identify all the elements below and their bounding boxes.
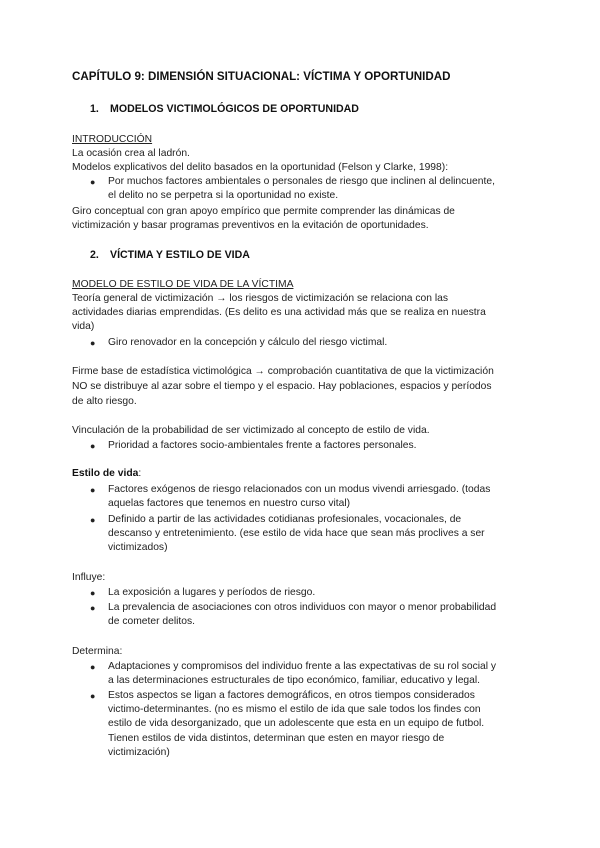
section-1-number: 1. [90, 103, 99, 115]
determina-label: Determina: [72, 646, 123, 657]
paragraph-line: Firme base de estadística victimológica → comprobación cuantitativa de que la victimización [72, 366, 494, 377]
bullet-text: Tienen estilos de vida distintos, determinan que esten en mayor riesgo de [108, 733, 445, 744]
bullet-icon: ● [90, 662, 96, 672]
influye-label: Influye: [72, 572, 106, 583]
paragraph-line: Giro conceptual con gran apoyo empírico que permite comprender las dinámicas de [72, 206, 455, 217]
section-2-title: VÍCTIMA Y ESTILO DE VIDA [110, 249, 250, 261]
section-1-subheading: INTRODUCCIÓN [72, 134, 153, 145]
paragraph-line: La ocasión crea al ladrón. [72, 148, 190, 159]
bullet-icon: ● [90, 177, 96, 187]
section-2-subheading: MODELO DE ESTILO DE VIDA DE LA VÍCTIMA [72, 279, 294, 290]
section-2-heading [90, 248, 250, 262]
paragraph-line: actividades diarias emprendidas. (Es delito es una actividad más que se realiza en nuestra [72, 307, 486, 318]
paragraph-line: Teoría general de victimización → los riesgos de victimización se relaciona con las [72, 293, 449, 304]
bullet-text: descanso y entretenimiento. (ese estilo de vida hace que sean más proclives a ser [108, 528, 485, 539]
paragraph-line: Vinculación de la probabilidad de ser victimizado al concepto de estilo de vida. [72, 425, 430, 436]
bullet-icon: ● [90, 588, 96, 598]
bullet-text: Adaptaciones y compromisos del individuo frente a las expectativas de su rol social y [108, 661, 497, 672]
bullet-text: Por muchos factores ambientales o personales de riesgo que inclinen al delincuente, [108, 176, 495, 187]
bullet-text: Prioridad a factores socio-ambientales frente a factores personales. [108, 440, 417, 451]
bullet-text: Definido a partir de las actividades cotidianas profesionales, vocacionales, de [108, 514, 462, 525]
bullet-text: a las determinaciones estructurales de tipo económico, familiar, educativo y legal. [108, 675, 481, 686]
bullet-text: de cometer delitos. [108, 616, 195, 627]
bullet-text: Giro renovador en la concepción y cálculo del riesgo victimal. [108, 337, 388, 348]
bullet-icon: ● [90, 338, 96, 348]
bullet-icon: ● [90, 515, 96, 525]
paragraph-line: victimización y basar programas preventivos en la evitación de oportunidades. [72, 220, 429, 231]
bullet-text: Estos aspectos se ligan a factores demográficos, en otros tiempos considerados [108, 690, 475, 701]
paragraph-line: NO se distribuye al azar sobre el tiempo y el espacio. Hay poblaciones, espacios y períodos [72, 381, 492, 392]
bullet-text: Factores exógenos de riesgo relacionados con un modus vivendi arriesgado. (todas [108, 484, 491, 495]
estilo-colon: : [138, 468, 142, 479]
paragraph-line: de alto riesgo. [72, 396, 137, 407]
section-1-title: MODELOS VICTIMOLÓGICOS DE OPORTUNIDAD [110, 103, 359, 115]
bullet-icon: ● [90, 441, 96, 451]
bullet-icon: ● [90, 485, 96, 495]
paragraph-line: vida) [72, 321, 95, 332]
chapter-title: CAPÍTULO 9: DIMENSIÓN SITUACIONAL: VÍCTIMA Y OPORTUNIDAD [72, 70, 451, 83]
bullet-icon: ● [90, 603, 96, 613]
section-1-heading [90, 102, 359, 116]
bullet-text: aquelas factores que tenemos en nuestro curso vital) [108, 498, 351, 509]
bullet-text: el delito no se perpetra si la oportunidad no existe. [108, 190, 339, 201]
estilo-label: Estilo de vida [72, 468, 139, 479]
estilo-heading [72, 467, 141, 481]
section-2-number: 2. [90, 249, 99, 261]
bullet-text: victimización) [108, 747, 170, 758]
bullet-text: victimo-determinantes. (no es mismo el estilo de ida que sale todos los findes con [108, 704, 481, 715]
bullet-text: La exposición a lugares y períodos de riesgo. [108, 587, 316, 598]
bullet-text: estilo de vida desorganizado, que un adolescente que esta en un equipo de futbol. [108, 718, 485, 729]
bullet-text: La prevalencia de asociaciones con otros individuos con mayor o menor probabilidad [108, 602, 497, 613]
bullet-text: victimizados) [108, 542, 168, 553]
bullet-icon: ● [90, 691, 96, 701]
paragraph-line: Modelos explicativos del delito basados en la oportunidad (Felson y Clarke, 1998): [72, 162, 449, 173]
